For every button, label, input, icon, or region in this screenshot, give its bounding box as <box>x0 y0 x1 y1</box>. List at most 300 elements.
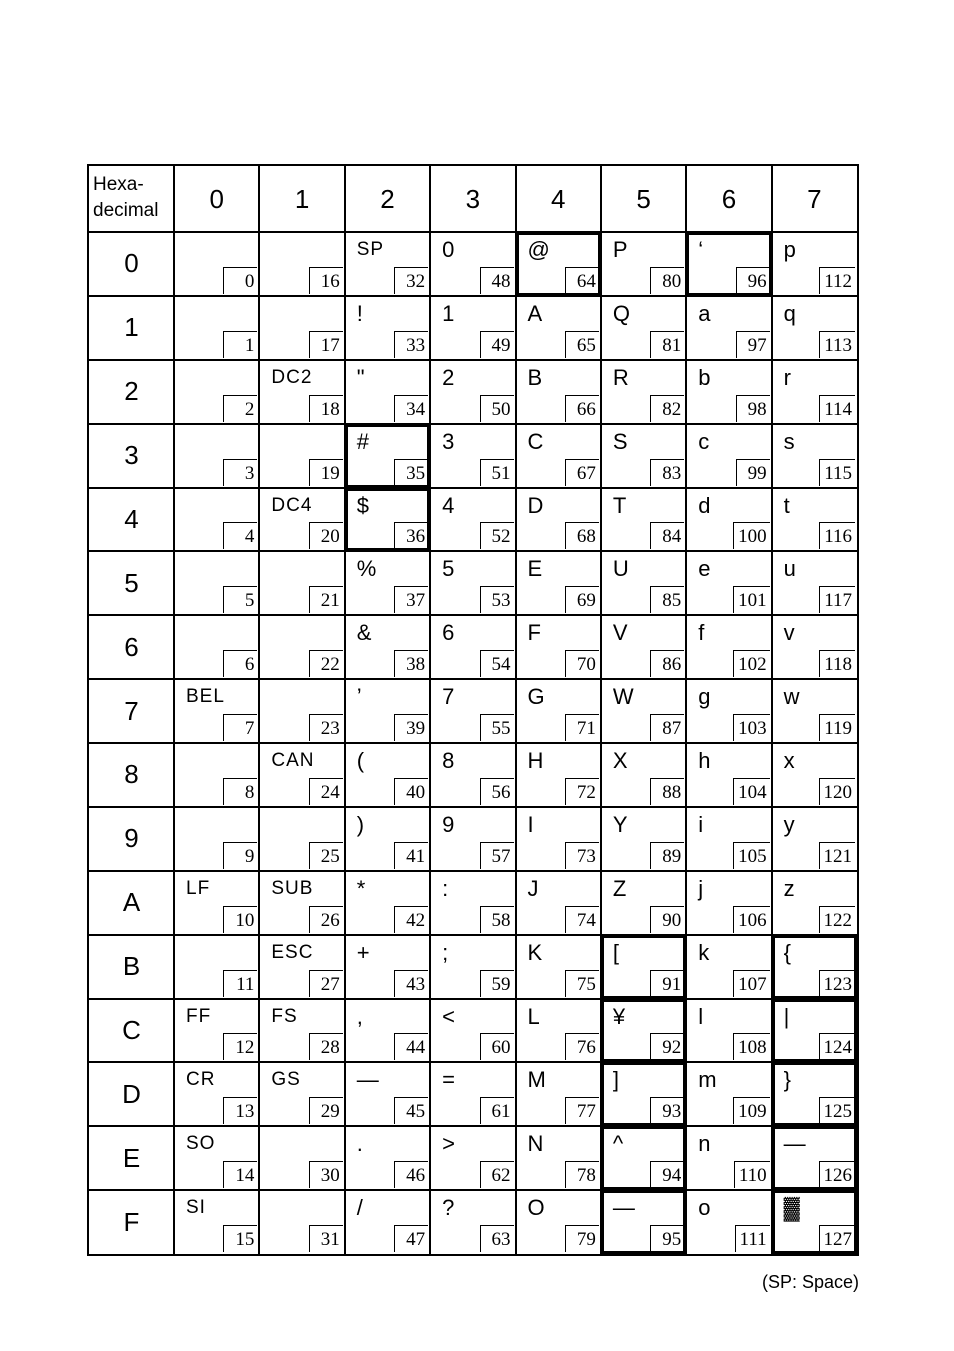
cell-decimal-code: 118 <box>819 650 855 677</box>
cell-decimal-code: 22 <box>309 650 343 677</box>
cell-decimal-code: 102 <box>733 650 770 677</box>
code-cell <box>174 1062 259 1126</box>
column-header: 7 <box>807 183 822 214</box>
code-cell <box>772 999 857 1063</box>
cell-character: = <box>442 1067 455 1093</box>
cell-character: B <box>527 364 543 390</box>
code-cell <box>772 871 857 935</box>
cell-decimal-code: 106 <box>733 906 770 933</box>
cell-decimal-code: 37 <box>394 586 428 613</box>
cell-character: Q <box>612 300 630 326</box>
row-header: 0 <box>124 248 139 279</box>
cell-character: < <box>442 1003 455 1029</box>
cell-character: 4 <box>442 492 455 518</box>
cell-decimal-code: 33 <box>394 331 428 358</box>
code-cell <box>259 807 344 871</box>
cell-character: ; <box>442 939 449 965</box>
cell-character: , <box>356 1003 363 1029</box>
code-cell <box>430 232 515 296</box>
cell-decimal-code: 38 <box>394 650 428 677</box>
code-cell <box>772 743 857 807</box>
code-cell <box>174 296 259 360</box>
cell-decimal-code: 68 <box>565 522 599 549</box>
cell-character: P <box>612 237 628 262</box>
cell-character: 7 <box>442 684 455 710</box>
cell-decimal-code: 49 <box>480 331 514 358</box>
code-cell <box>174 232 259 296</box>
row-header: 5 <box>124 567 139 598</box>
cell-decimal-code: 24 <box>309 778 343 805</box>
cell-decimal-code: 77 <box>565 1097 599 1124</box>
code-cell <box>430 296 515 360</box>
grid-line <box>89 678 857 680</box>
code-cell <box>772 1062 857 1126</box>
cell-character: f <box>698 620 705 646</box>
cell-character: z <box>783 875 795 901</box>
grid-line <box>89 998 857 1000</box>
code-cell <box>601 232 686 296</box>
grid-line <box>515 166 517 1254</box>
cell-decimal-code: 60 <box>480 1033 514 1060</box>
code-cell <box>174 1190 259 1254</box>
code-cell <box>174 871 259 935</box>
cell-decimal-code: 103 <box>733 714 770 741</box>
grid-line <box>89 806 857 808</box>
code-cell <box>516 679 601 743</box>
cell-decimal-code: 43 <box>394 970 428 997</box>
code-cell <box>345 551 430 615</box>
cell-decimal-code: 116 <box>819 522 855 549</box>
cell-character: / <box>356 1195 363 1221</box>
code-cell <box>601 807 686 871</box>
cell-character: A <box>527 300 543 326</box>
cell-character: K <box>527 939 543 965</box>
code-cell <box>772 1190 857 1254</box>
code-cell <box>686 360 771 424</box>
cell-character: " <box>356 364 365 390</box>
cell-decimal-code: 112 <box>819 267 855 294</box>
cell-decimal-code: 99 <box>736 459 770 486</box>
code-cell <box>430 360 515 424</box>
cell-character: d <box>698 492 711 518</box>
cell-character: j <box>698 875 704 901</box>
code-cell <box>772 488 857 552</box>
cell-decimal-code: 31 <box>309 1225 343 1252</box>
cell-decimal-code: 20 <box>309 522 343 549</box>
code-cell <box>686 424 771 488</box>
cell-decimal-code: 34 <box>394 395 428 422</box>
cell-character: ] <box>612 1067 619 1093</box>
code-cell <box>772 935 857 999</box>
code-cell <box>772 1126 857 1190</box>
cell-character: + <box>356 939 370 965</box>
cell-decimal-code: 67 <box>565 459 599 486</box>
cell-decimal-code: 29 <box>309 1097 343 1124</box>
code-cell <box>345 1062 430 1126</box>
code-cell <box>345 1126 430 1190</box>
cell-character: SO <box>186 1133 216 1155</box>
cell-character: DC4 <box>271 494 313 516</box>
cell-decimal-code: 15 <box>223 1225 257 1252</box>
grid-line <box>89 423 857 425</box>
cell-character: w <box>783 684 800 710</box>
code-cell <box>259 296 344 360</box>
code-cell <box>430 679 515 743</box>
code-cell <box>259 871 344 935</box>
cell-character: r <box>783 364 791 390</box>
cell-character: SUB <box>271 877 314 899</box>
cell-decimal-code: 11 <box>223 970 257 997</box>
cell-decimal-code: 40 <box>394 778 428 805</box>
code-cell <box>174 679 259 743</box>
code-cell <box>345 1190 430 1254</box>
cell-decimal-code: 73 <box>565 842 599 869</box>
row-header: 8 <box>124 759 139 790</box>
cell-character: ^ <box>612 1131 624 1157</box>
column-header: 2 <box>380 183 395 214</box>
code-cell <box>345 999 430 1063</box>
code-cell <box>259 551 344 615</box>
cell-decimal-code: 74 <box>565 906 599 933</box>
grid-line <box>89 614 857 616</box>
cell-character: 2 <box>442 364 455 390</box>
cell-character: h <box>698 748 711 773</box>
cell-decimal-code: 71 <box>565 714 599 741</box>
grid-line <box>771 166 773 1254</box>
cell-decimal-code: 56 <box>480 778 514 805</box>
grid-line <box>89 1061 857 1063</box>
code-cell <box>516 935 601 999</box>
cell-character: 1 <box>442 300 455 326</box>
cell-decimal-code: 91 <box>650 970 684 997</box>
cell-character: n <box>698 1131 711 1157</box>
cell-decimal-code: 95 <box>650 1225 684 1252</box>
cell-decimal-code: 16 <box>309 267 343 294</box>
code-cell <box>516 360 601 424</box>
row-header: 3 <box>124 440 139 471</box>
cell-decimal-code: 70 <box>565 650 599 677</box>
code-cell <box>430 1062 515 1126</box>
cell-decimal-code: 14 <box>223 1161 257 1188</box>
cell-character: ) <box>356 811 365 837</box>
cell-decimal-code: 121 <box>819 842 856 869</box>
cell-character: o <box>698 1195 711 1221</box>
cell-decimal-code: 113 <box>819 331 855 358</box>
cell-character: V <box>612 620 628 646</box>
code-cell <box>259 999 344 1063</box>
cell-character: S <box>612 428 628 454</box>
cell-character: e <box>698 556 711 582</box>
cell-character: 9 <box>442 811 455 837</box>
row-header: 7 <box>124 695 139 726</box>
cell-decimal-code: 110 <box>734 1161 770 1188</box>
code-cell <box>345 232 430 296</box>
cell-character: u <box>783 556 796 582</box>
cell-decimal-code: 12 <box>223 1033 257 1060</box>
cell-decimal-code: 55 <box>480 714 514 741</box>
code-cell <box>772 615 857 679</box>
cell-decimal-code: 1 <box>223 331 257 358</box>
code-cell <box>259 424 344 488</box>
grid-line <box>258 166 260 1254</box>
cell-decimal-code: 93 <box>650 1097 684 1124</box>
cell-decimal-code: 42 <box>394 906 428 933</box>
cell-character: ( <box>356 748 365 773</box>
cell-character: * <box>356 875 366 901</box>
cell-decimal-code: 122 <box>819 906 856 933</box>
column-header: 1 <box>294 183 310 214</box>
cell-character: ‘ <box>698 237 704 262</box>
cell-decimal-code: 85 <box>650 586 684 613</box>
code-cell <box>772 232 857 296</box>
column-header: 4 <box>550 183 566 214</box>
cell-decimal-code: 25 <box>309 842 343 869</box>
code-cell <box>345 743 430 807</box>
cell-decimal-code: 62 <box>480 1161 514 1188</box>
row-header: 6 <box>124 631 139 662</box>
cell-decimal-code: 92 <box>650 1033 684 1060</box>
cell-decimal-code: 53 <box>480 586 514 613</box>
code-cell <box>259 488 344 552</box>
cell-decimal-code: 9 <box>223 842 257 869</box>
column-header: 6 <box>721 183 737 214</box>
cell-character: W <box>612 684 634 710</box>
cell-character: v <box>783 620 795 646</box>
cell-decimal-code: 59 <box>480 970 514 997</box>
cell-character: N <box>527 1131 544 1157</box>
code-cell <box>686 615 771 679</box>
code-cell <box>345 296 430 360</box>
cell-decimal-code: 48 <box>480 267 514 294</box>
cell-decimal-code: 94 <box>650 1161 684 1188</box>
cell-decimal-code: 18 <box>309 395 343 422</box>
cell-character: ! <box>356 300 363 326</box>
cell-decimal-code: 79 <box>565 1225 599 1252</box>
code-cell <box>174 424 259 488</box>
code-cell <box>686 679 771 743</box>
cell-character: T <box>612 492 627 518</box>
cell-decimal-code: 97 <box>736 331 770 358</box>
cell-character: — <box>783 1131 806 1157</box>
cell-decimal-code: 124 <box>819 1033 856 1060</box>
cell-character: X <box>612 748 628 773</box>
cell-decimal-code: 105 <box>733 842 770 869</box>
grid-line <box>173 166 175 1254</box>
cell-decimal-code: 51 <box>480 459 514 486</box>
row-header: 1 <box>124 312 139 343</box>
cell-decimal-code: 82 <box>650 395 684 422</box>
cell-decimal-code: 107 <box>733 970 770 997</box>
cell-decimal-code: 69 <box>565 586 599 613</box>
cell-character: [ <box>612 939 619 965</box>
cell-character: ? <box>442 1195 455 1221</box>
cell-character: L <box>527 1003 540 1029</box>
grid-line <box>89 742 857 744</box>
cell-character: l <box>698 1003 704 1029</box>
cell-character: FS <box>271 1005 298 1027</box>
cell-character: E <box>527 556 543 582</box>
cell-decimal-code: 81 <box>650 331 684 358</box>
cell-decimal-code: 127 <box>819 1225 856 1252</box>
cell-decimal-code: 90 <box>650 906 684 933</box>
cell-decimal-code: 10 <box>223 906 257 933</box>
cell-decimal-code: 120 <box>819 778 856 805</box>
code-cell <box>259 1126 344 1190</box>
cell-character: k <box>698 939 710 965</box>
code-cell <box>686 807 771 871</box>
cell-character: 8 <box>442 748 455 773</box>
footnote: (SP: Space) <box>761 1272 859 1292</box>
cell-decimal-code: 65 <box>565 331 599 358</box>
cell-character: @ <box>527 237 550 262</box>
cell-character: SP <box>356 239 385 260</box>
cell-character: 5 <box>442 556 455 582</box>
code-cell <box>601 743 686 807</box>
code-cell <box>772 296 857 360</box>
cell-decimal-code: 100 <box>733 522 770 549</box>
code-cell <box>345 360 430 424</box>
code-cell <box>430 743 515 807</box>
grid-line <box>344 166 346 1254</box>
cell-decimal-code: 13 <box>223 1097 257 1124</box>
code-cell <box>516 1190 601 1254</box>
cell-character: # <box>356 428 369 454</box>
code-cell <box>259 615 344 679</box>
row-header: 2 <box>124 376 139 407</box>
cell-decimal-code: 88 <box>650 778 684 805</box>
cell-decimal-code: 58 <box>480 906 514 933</box>
cell-character: M <box>527 1067 546 1093</box>
cell-character: G <box>527 684 545 710</box>
code-cell <box>174 615 259 679</box>
cell-decimal-code: 45 <box>394 1097 428 1124</box>
cell-decimal-code: 30 <box>309 1161 343 1188</box>
code-cell <box>601 360 686 424</box>
cell-decimal-code: 54 <box>480 650 514 677</box>
cell-decimal-code: 2 <box>223 395 257 422</box>
code-cell <box>516 551 601 615</box>
cell-decimal-code: 76 <box>565 1033 599 1060</box>
cell-decimal-code: 84 <box>650 522 684 549</box>
cell-decimal-code: 101 <box>733 586 770 613</box>
code-cell <box>601 999 686 1063</box>
grid-line <box>89 550 857 552</box>
cell-decimal-code: 32 <box>394 267 428 294</box>
cell-decimal-code: 27 <box>309 970 343 997</box>
cell-decimal-code: 114 <box>819 395 855 422</box>
code-cell <box>174 360 259 424</box>
cell-decimal-code: 72 <box>565 778 599 805</box>
code-cell <box>516 743 601 807</box>
cell-decimal-code: 86 <box>650 650 684 677</box>
code-cell <box>174 551 259 615</box>
cell-character: CAN <box>271 750 315 771</box>
cell-decimal-code: 19 <box>309 459 343 486</box>
code-cell <box>430 935 515 999</box>
grid-line <box>89 295 857 297</box>
code-cell <box>601 1126 686 1190</box>
code-cell <box>601 679 686 743</box>
code-cell <box>345 424 430 488</box>
cell-character: BEL <box>186 686 225 708</box>
cell-character: t <box>783 492 790 518</box>
cell-character: 6 <box>442 620 455 646</box>
cell-decimal-code: 6 <box>223 650 257 677</box>
column-header: 5 <box>636 183 651 214</box>
row-header: 4 <box>124 503 139 534</box>
cell-character: CR <box>186 1069 216 1091</box>
corner-header <box>89 166 174 232</box>
code-cell <box>516 615 601 679</box>
cell-decimal-code: 35 <box>394 459 428 486</box>
cell-decimal-code: 119 <box>819 714 855 741</box>
corner-line2: decimal <box>93 200 159 221</box>
code-cell <box>772 360 857 424</box>
code-cell <box>686 551 771 615</box>
code-cell <box>430 551 515 615</box>
code-cell <box>516 871 601 935</box>
code-cell <box>772 679 857 743</box>
cell-decimal-code: 126 <box>819 1161 856 1188</box>
code-cell <box>259 1062 344 1126</box>
cell-character: R <box>612 364 629 390</box>
cell-character: s <box>783 428 795 454</box>
cell-decimal-code: 28 <box>309 1033 343 1060</box>
cell-character: FF <box>186 1005 212 1027</box>
cell-decimal-code: 26 <box>309 906 343 933</box>
row-header: B <box>122 951 141 982</box>
cell-decimal-code: 111 <box>735 1225 770 1252</box>
cell-decimal-code: 7 <box>223 714 257 741</box>
cell-character: U <box>612 556 629 582</box>
code-cell <box>345 807 430 871</box>
cell-decimal-code: 50 <box>480 395 514 422</box>
code-cell <box>601 488 686 552</box>
cell-decimal-code: 66 <box>565 395 599 422</box>
cell-character: } <box>783 1067 791 1093</box>
code-cell <box>686 488 771 552</box>
code-cell <box>601 615 686 679</box>
code-cell <box>686 1190 771 1254</box>
cell-character: > <box>442 1131 455 1157</box>
code-cell <box>430 1126 515 1190</box>
code-cell <box>601 551 686 615</box>
cell-character: O <box>527 1195 545 1221</box>
cell-character: c <box>698 428 710 454</box>
cell-decimal-code: 96 <box>736 267 770 294</box>
code-cell <box>259 360 344 424</box>
code-cell <box>516 296 601 360</box>
code-cell <box>516 232 601 296</box>
code-cell <box>516 1126 601 1190</box>
cell-character: LF <box>186 877 211 899</box>
cell-character: p <box>783 237 796 262</box>
code-cell <box>601 1190 686 1254</box>
code-cell <box>174 935 259 999</box>
code-cell <box>430 999 515 1063</box>
code-cell <box>686 1126 771 1190</box>
code-cell <box>259 1190 344 1254</box>
cell-decimal-code: 23 <box>309 714 343 741</box>
row-header: C <box>122 1014 141 1045</box>
code-cell <box>601 1062 686 1126</box>
cell-decimal-code: 75 <box>565 970 599 997</box>
column-header: 3 <box>465 183 481 214</box>
code-cell <box>345 488 430 552</box>
code-cell <box>430 424 515 488</box>
code-cell <box>259 935 344 999</box>
row-header: E <box>122 1142 141 1173</box>
